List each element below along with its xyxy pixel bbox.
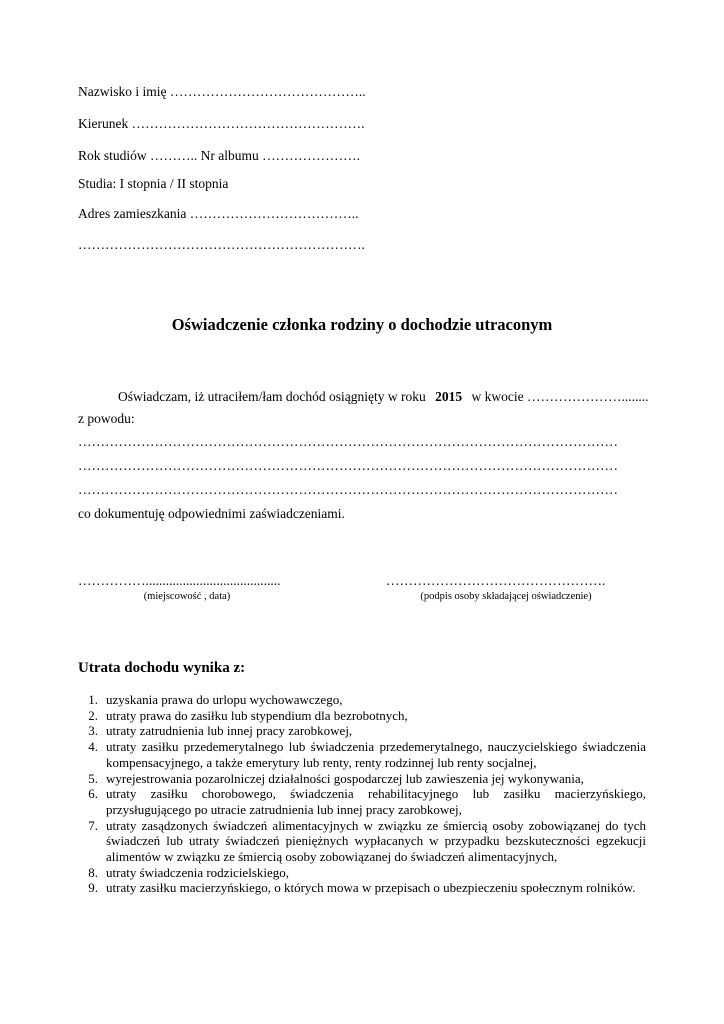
list-item-number: 4. xyxy=(88,739,98,755)
list-item-number: 6. xyxy=(88,786,98,802)
list-item xyxy=(78,865,646,881)
list-item xyxy=(78,880,646,896)
list-item-text: utraty zatrudnienia lub innej pracy zarobkowej, xyxy=(106,723,353,739)
signature-line[interactable]: …………………………………………. xyxy=(386,573,606,588)
list-item xyxy=(78,739,646,770)
address-field[interactable]: Adres zamieszkania ……………………………….. xyxy=(78,206,359,221)
place-date-line[interactable]: ……………........................................ xyxy=(78,573,281,588)
declaration-year: 2015 xyxy=(435,389,463,404)
list-item xyxy=(78,692,646,708)
place-date-caption: (miejscowość , data) xyxy=(143,591,231,602)
list-item-number: 8. xyxy=(88,864,98,880)
list-item xyxy=(78,818,646,865)
list-item-number: 3. xyxy=(88,723,98,739)
year-album-field[interactable]: Rok studiów ……….. Nr albumu …………………. xyxy=(78,148,360,163)
list-item-text: utraty zasiłku macierzyńskiego, o których mowa w przepisach o ubezpieczeniu społecznym rolników. xyxy=(106,880,636,896)
list-item xyxy=(78,771,646,787)
declaration-line xyxy=(118,389,649,405)
list-item-number: 7. xyxy=(88,817,98,833)
document-title: Oświadczenie członka rodziny o dochodzie utraconym xyxy=(171,315,553,334)
list-item-text: uzyskania prawa do urlopu wychowawczego, xyxy=(106,692,343,707)
list-item xyxy=(78,786,646,817)
reason-line-2[interactable]: ………………………………………………………………………………………………………… xyxy=(78,458,618,473)
list-item-text: utraty zasądzonych świadczeń alimentacyjnych w związku ze śmiercią osoby zobowiązanej do tych świadczeń lub utraty świadczeń pieniężnych wypłacanych w przypadku bezskuteczności egzekucji alimentów w związku ze śmiercią osoby zobowiązanej do świadczeń alimentacyjnych, xyxy=(106,817,646,865)
list-item-number: 2. xyxy=(88,707,98,723)
list-item-text: utraty zasiłku chorobowego, świadczenia rehabilitacyjnego lub zasiłku macierzyńskiego, przysługującego po utracie zatrudnienia lub innej pracy zarobkowej, xyxy=(106,786,646,817)
declaration-amount[interactable]: w kwocie …………………........ xyxy=(471,389,649,404)
list-item-number: 9. xyxy=(88,880,98,896)
address-line2-field[interactable]: ………………………………………………………. xyxy=(78,237,365,252)
list-item xyxy=(78,723,646,739)
list-item-number: 1. xyxy=(88,692,98,707)
declaration-text: Oświadczam, iż utraciłem/łam dochód osiągnięty w roku xyxy=(118,389,426,404)
name-field[interactable]: Nazwisko i imię …………………………………….. xyxy=(78,84,366,99)
closing-text: co dokumentuję odpowiednimi zaświadczeniami. xyxy=(78,506,345,521)
loss-section-heading: Utrata dochodu wynika z: xyxy=(78,660,246,676)
reason-label: z powodu: xyxy=(78,411,135,426)
signature-caption: (podpis osoby składającej oświadczenie) xyxy=(420,591,592,602)
list-item-text: utraty zasiłku przedemerytalnego lub świadczenia przedemerytalnego, nauczycielskiego świadczenia kompensacyjnego, a także emerytury lub renty, renty rodzinnej lub renty socjalnej, xyxy=(106,739,646,770)
major-field[interactable]: Kierunek ……………………………………………. xyxy=(78,116,365,131)
list-item-text: utraty prawa do zasiłku lub stypendium dla bezrobotnych, xyxy=(106,707,408,723)
list-item-text: utraty świadczenia rodzicielskiego, xyxy=(106,864,290,880)
reason-line-3[interactable]: ………………………………………………………………………………………………………… xyxy=(78,482,618,497)
loss-reasons-list xyxy=(78,692,646,896)
list-item xyxy=(78,708,646,724)
studies-level-field: Studia: I stopnia / II stopnia xyxy=(78,176,229,191)
list-item-text: wyrejestrowania pozarolniczej działalności gospodarczej lub zawieszenia jej wykonywania, xyxy=(106,770,584,786)
list-item-number: 5. xyxy=(88,770,98,786)
reason-line-1[interactable]: ………………………………………………………………………………………………………… xyxy=(78,434,618,449)
